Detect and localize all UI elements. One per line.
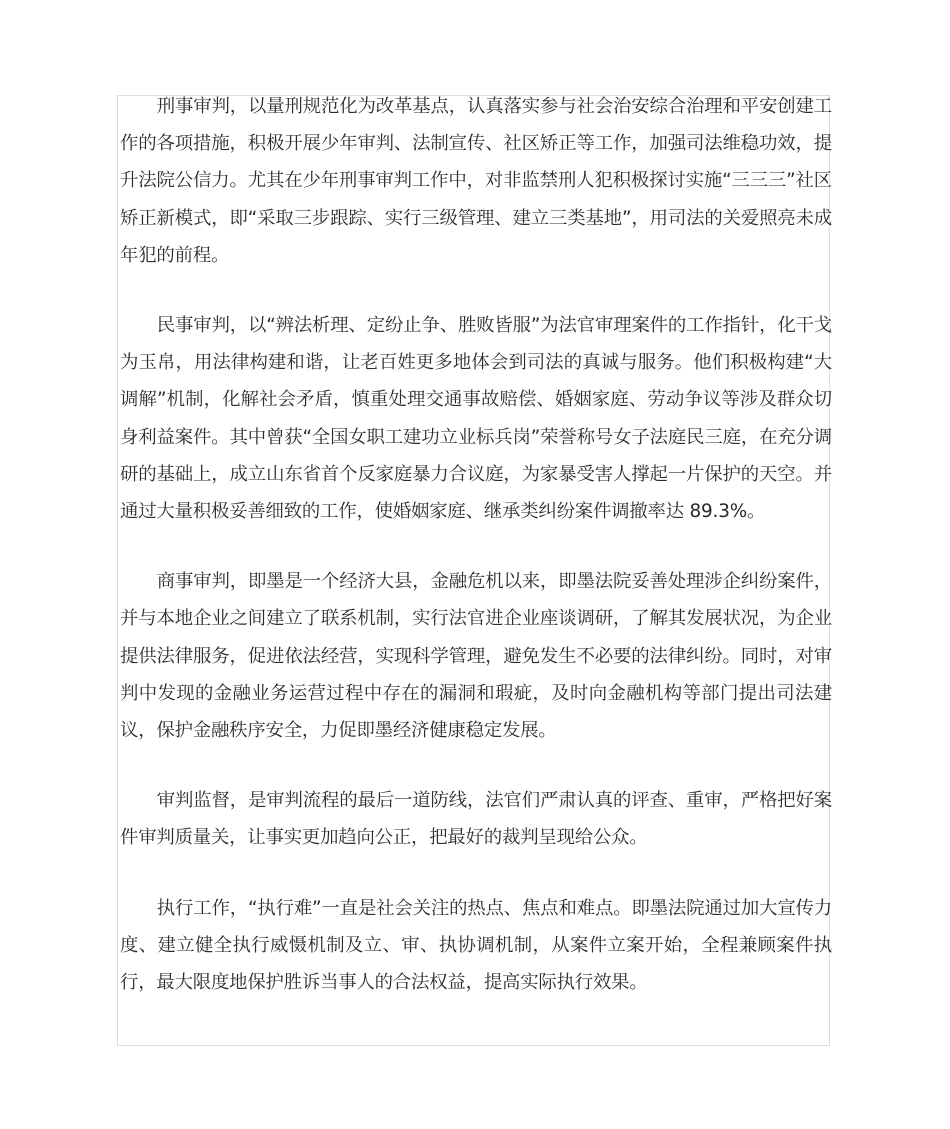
paragraph-trial-supervision: 审判监督，是审判流程的最后一道防线，法官们严肃认真的评查、重审，严格把好案件审判质量关，让事实更加趋向公正，把最好的裁判呈现给公众。 bbox=[120, 790, 832, 849]
paragraph-commercial-trial: 商事审判，即墨是一个经济大县，金融危机以来，即墨法院妥善处理涉企纠纷案件，并与本地企业之间建立了联系机制，实行法官进企业座谈调研，了解其发展状况，为企业提供法律服务，促进依法经营，实现科学管理，避免发生不必要的法律纠纷。同时，对审判中发现的金融业务运营过程中存在的漏洞和瑕疵，及时向金融机构等部门提出司法建议，保护金融秩序安全，力促即墨经济健康稳定发展。 bbox=[120, 571, 832, 742]
paragraph-gap bbox=[120, 857, 832, 890]
paragraph-civil-trial: 民事审判，以“辨法析理、定纷止争、胜败皆服”为法官审理案件的工作指针，化干戈为玉帛，用法律构建和谐，让老百姓更多地体会到司法的真诚与服务。他们积极构建“大调解”机制，化解社会矛盾，慎重处理交通事故赔偿、婚姻家庭、劳动争议等涉及群众切身利益案件。其中曾获“全国女职工建功立业标兵岗”荣誉称号女子法庭民三庭，在充分调研的基础上，成立山东省首个反家庭暴力合议庭，为家暴受害人撑起一片保护的天空。并通过大量积极妥善细致的工作，使婚姻家庭、继承类纠纷案件调撤率达 89.3%。 bbox=[120, 315, 832, 523]
paragraph-gap bbox=[120, 530, 832, 563]
paragraph-gap bbox=[120, 749, 832, 782]
paragraph-enforcement: 执行工作，“执行难”一直是社会关注的热点、焦点和难点。即墨法院通过加大宣传力度、建立健全执行威慑机制及立、审、执协调机制，从案件立案开始，全程兼顾案件执行，最大限度地保护胜诉当事人的合法权益，提高实际执行效果。 bbox=[120, 897, 832, 994]
paragraph-gap bbox=[120, 274, 832, 307]
paragraph-criminal-trial: 刑事审判，以量刑规范化为改革基点，认真落实参与社会治安综合治理和平安创建工作的各项措施，积极开展少年审判、法制宣传、社区矫正等工作，加强司法维稳功效，提升法院公信力。尤其在少年刑事审判工作中，对非监禁刑人犯积极探讨实施“三三三”社区矫正新模式，即“采取三步跟踪、实行三级管理、建立三类基地”，用司法的关爱照亮未成年犯的前程。 bbox=[120, 96, 832, 266]
document-body bbox=[120, 88, 832, 1001]
